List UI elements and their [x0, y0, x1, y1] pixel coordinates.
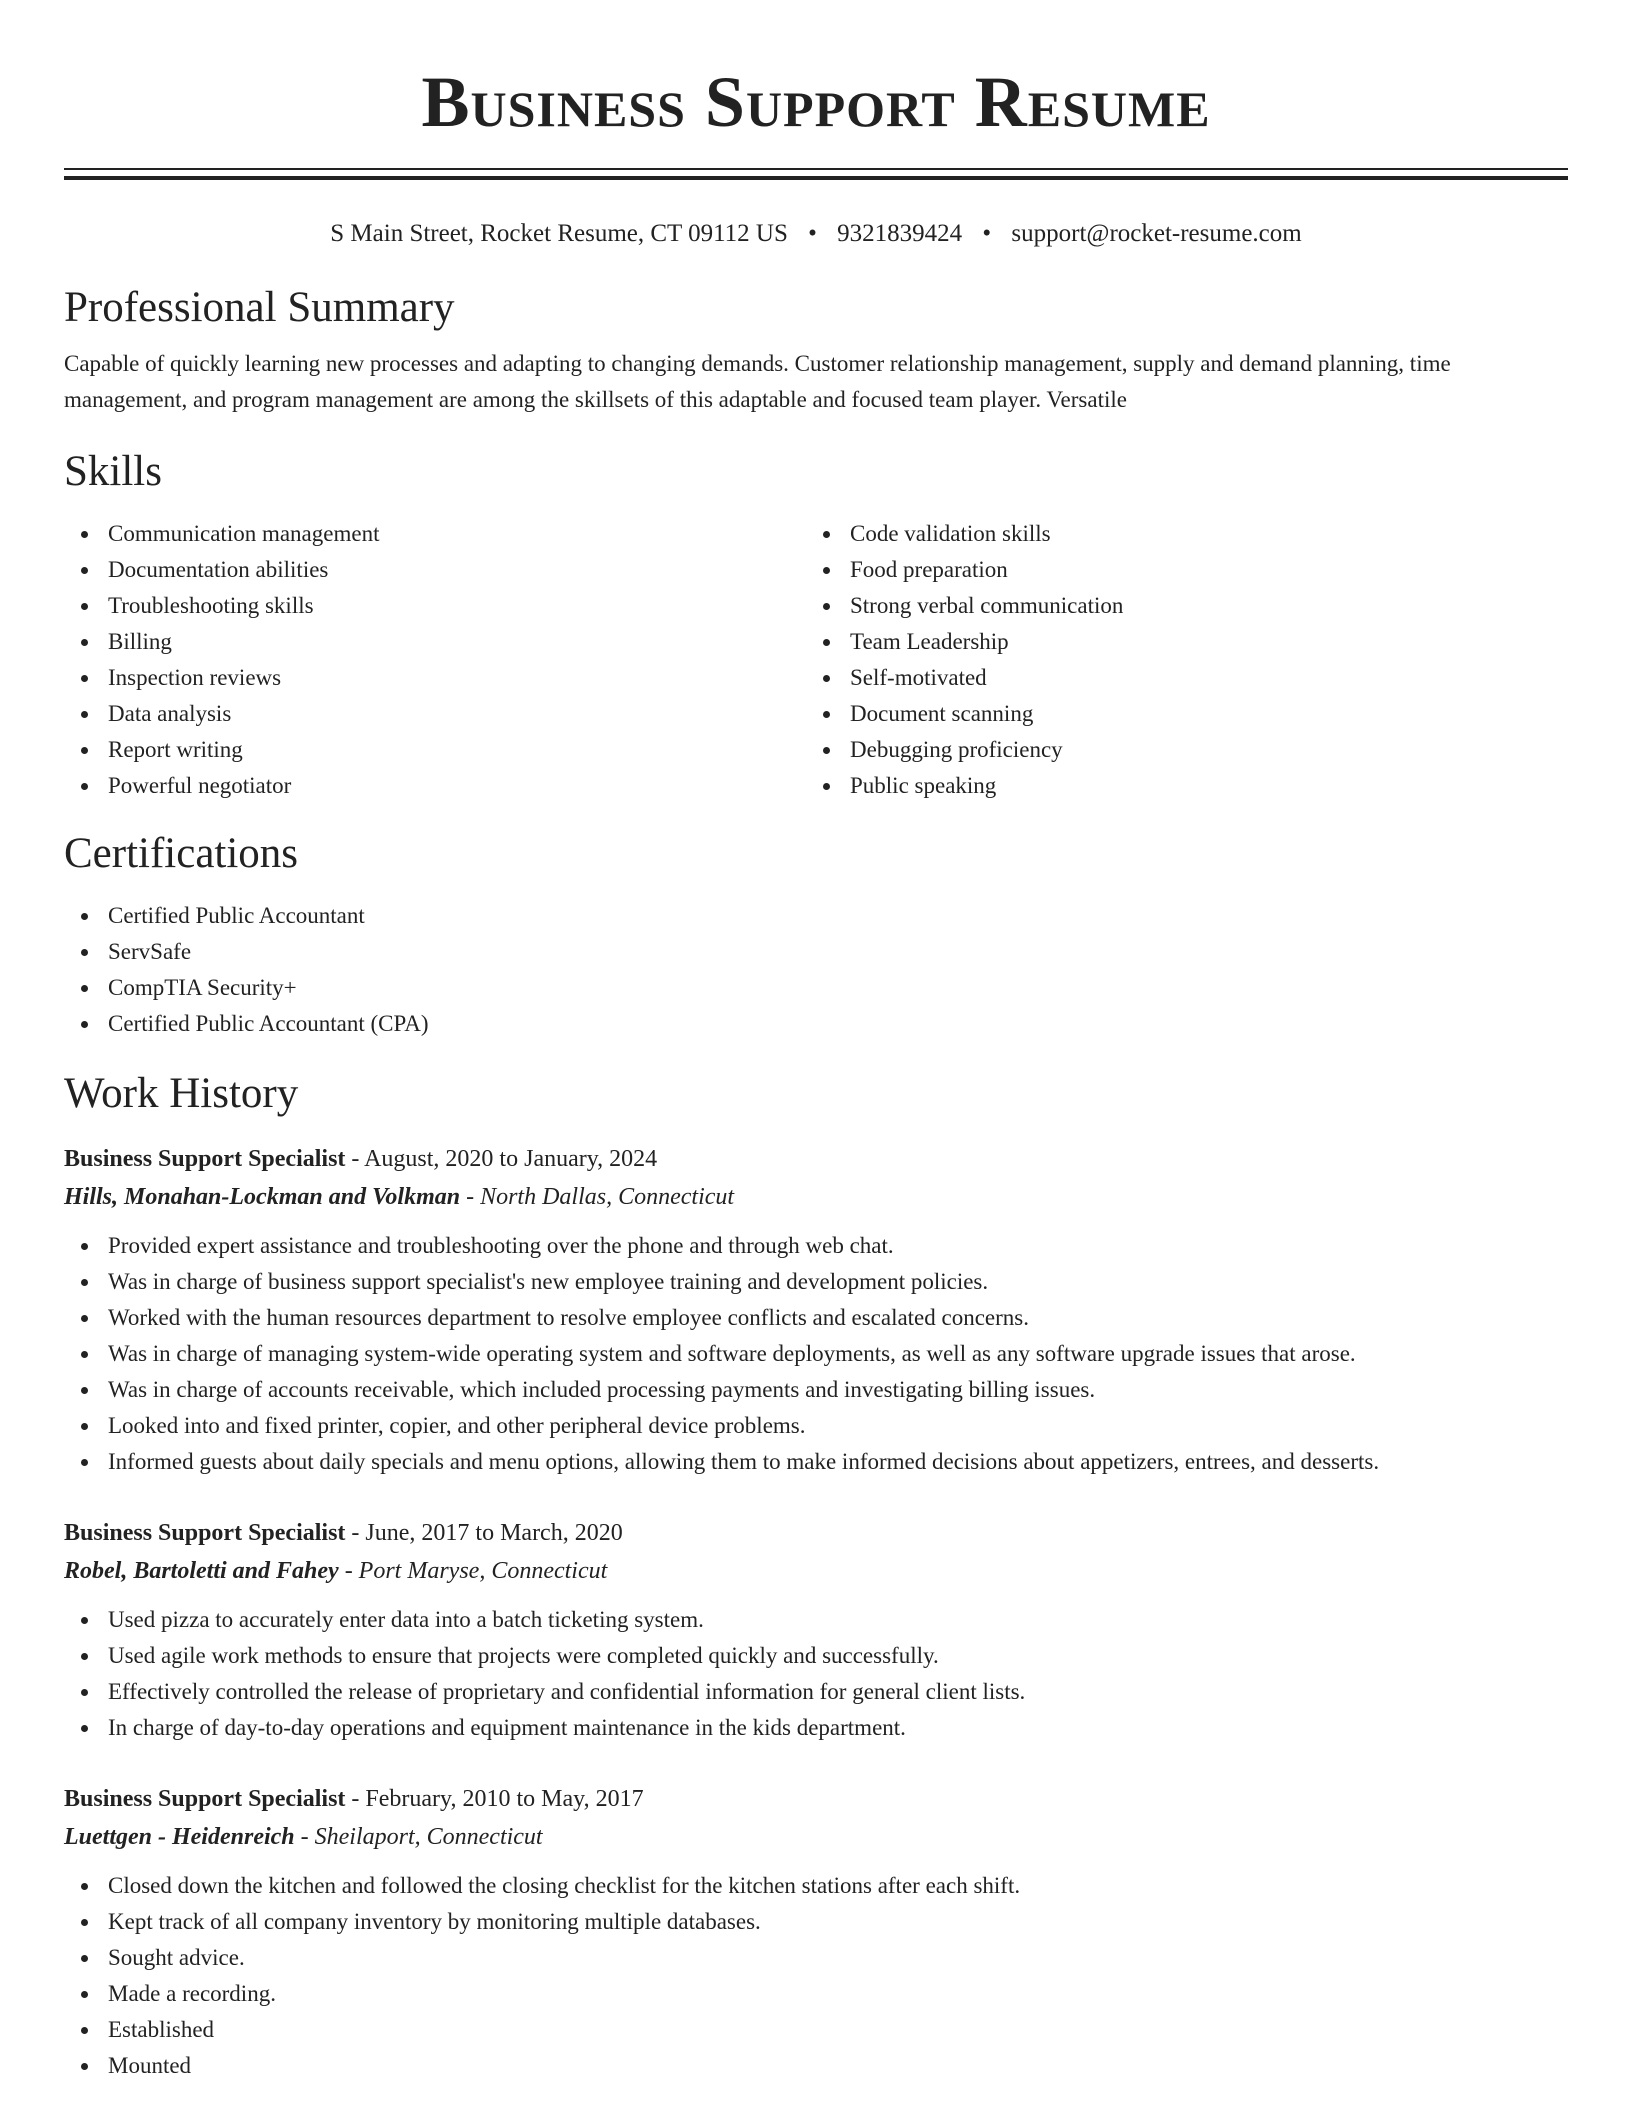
skill-item: Food preparation: [806, 552, 1548, 588]
contact-address: S Main Street, Rocket Resume, CT 09112 US: [330, 220, 788, 247]
certification-item: CompTIA Security+: [64, 970, 1568, 1006]
summary-text: Capable of quickly learning new processes and adapting to changing demands. Customer relationship management, supply and demand planning, time management, and program management are among the skillsets of this adaptable and focused team player. Versatile: [64, 351, 1451, 412]
skill-item: Billing: [64, 624, 806, 660]
job-company: Luettgen - Heidenreich: [64, 1824, 295, 1850]
job-duty: Was in charge of accounts receivable, which included processing payments and investigating billing issues.: [64, 1372, 1568, 1408]
contact-separator: •: [982, 220, 992, 247]
job-role: Business Support Specialist: [64, 1520, 346, 1546]
skill-item: Report writing: [64, 732, 806, 768]
job-dates: - June, 2017 to March, 2020: [345, 1520, 623, 1546]
certification-item: Certified Public Accountant (CPA): [64, 1006, 1568, 1042]
contact-line: [64, 216, 1568, 252]
contact-separator: •: [808, 220, 817, 247]
job-title-line: [64, 1140, 1568, 1178]
skill-item: Debugging proficiency: [806, 732, 1548, 768]
skills-grid: [64, 516, 1568, 804]
job-dates: - August, 2020 to January, 2024: [345, 1146, 658, 1172]
job-role: Business Support Specialist: [64, 1146, 346, 1172]
work-history-heading: Work History: [64, 1070, 299, 1117]
job-duties-list: [64, 1602, 1568, 1746]
job-company: Robel, Bartoletti and Fahey: [64, 1558, 339, 1584]
skill-item: Self-motivated: [806, 660, 1548, 696]
job-duty: Sought advice.: [64, 1940, 1568, 1976]
job-role: Business Support Specialist: [64, 1786, 346, 1812]
job-title-line: [64, 1780, 1568, 1818]
skill-item: Public speaking: [806, 768, 1548, 804]
job-company-line: [64, 1818, 1568, 1856]
job-duty: Worked with the human resources department to resolve employee conflicts and escalated concerns.: [64, 1300, 1568, 1336]
contact-phone: 9321839424: [837, 220, 963, 247]
skills-section: [64, 444, 1568, 804]
skill-item: Strong verbal communication: [806, 588, 1548, 624]
job-company-line: [64, 1178, 1568, 1216]
title-divider-thick: [64, 176, 1568, 180]
skill-item: Troubleshooting skills: [64, 588, 806, 624]
job-company: Hills, Monahan-Lockman and Volkman: [64, 1184, 461, 1210]
title-divider-thin: [64, 168, 1568, 170]
job-duty: Looked into and fixed printer, copier, and other peripheral device problems.: [64, 1408, 1568, 1444]
skill-item: Team Leadership: [806, 624, 1548, 660]
contact-email: support@rocket-resume.com: [1011, 220, 1302, 247]
job-location: - Sheilaport, Connecticut: [294, 1824, 543, 1850]
job-duty: Used pizza to accurately enter data into a batch ticketing system.: [64, 1602, 1568, 1638]
job-duty: Kept track of all company inventory by monitoring multiple databases.: [64, 1904, 1568, 1940]
job-location: - North Dallas, Connecticut: [460, 1184, 735, 1210]
certifications-list: [64, 898, 1568, 1042]
job-duty: Mounted: [64, 2048, 1568, 2084]
job-entry: [64, 1780, 1568, 2084]
job-duty: Used agile work methods to ensure that projects were completed quickly and successfully.: [64, 1638, 1568, 1674]
job-duty: Established: [64, 2012, 1568, 2048]
resume-title: Business Support Resume: [421, 62, 1211, 142]
job-duty: Closed down the kitchen and followed the closing checklist for the kitchen stations after each shift.: [64, 1868, 1568, 1904]
job-duty: Was in charge of managing system-wide operating system and software deployments, as well as any software upgrade issues that arose.: [64, 1336, 1568, 1372]
job-duty: Provided expert assistance and troubleshooting over the phone and through web chat.: [64, 1228, 1568, 1264]
skills-column-right: [806, 516, 1548, 804]
skill-item: Document scanning: [806, 696, 1548, 732]
job-entry: [64, 1140, 1568, 1480]
certification-item: Certified Public Accountant: [64, 898, 1568, 934]
summary-heading: Professional Summary: [64, 284, 455, 331]
summary-section: [64, 280, 1568, 418]
job-duties-list: [64, 1868, 1568, 2084]
job-duty: Was in charge of business support specialist's new employee training and development policies.: [64, 1264, 1568, 1300]
job-duties-list: [64, 1228, 1568, 1480]
job-entry: [64, 1514, 1568, 1746]
job-title-line: [64, 1514, 1568, 1552]
skills-column-left: [64, 516, 806, 804]
skills-heading: Skills: [64, 448, 162, 495]
skill-item: Code validation skills: [806, 516, 1548, 552]
job-company-line: [64, 1552, 1568, 1590]
job-duty: Informed guests about daily specials and menu options, allowing them to make informed decisions about appetizers, entrees, and desserts.: [64, 1444, 1568, 1480]
job-duty: Made a recording.: [64, 1976, 1568, 2012]
skill-item: Inspection reviews: [64, 660, 806, 696]
skill-item: Powerful negotiator: [64, 768, 806, 804]
certifications-heading: Certifications: [64, 830, 299, 877]
skill-item: Data analysis: [64, 696, 806, 732]
job-duty: In charge of day-to-day operations and equipment maintenance in the kids department.: [64, 1710, 1568, 1746]
skill-item: Documentation abilities: [64, 552, 806, 588]
certification-item: ServSafe: [64, 934, 1568, 970]
skill-item: Communication management: [64, 516, 806, 552]
certifications-section: [64, 826, 1568, 1042]
job-location: - Port Maryse, Connecticut: [338, 1558, 608, 1584]
job-dates: - February, 2010 to May, 2017: [345, 1786, 644, 1812]
work-history-section: [64, 1066, 1568, 2084]
job-duty: Effectively controlled the release of proprietary and confidential information for general client lists.: [64, 1674, 1568, 1710]
